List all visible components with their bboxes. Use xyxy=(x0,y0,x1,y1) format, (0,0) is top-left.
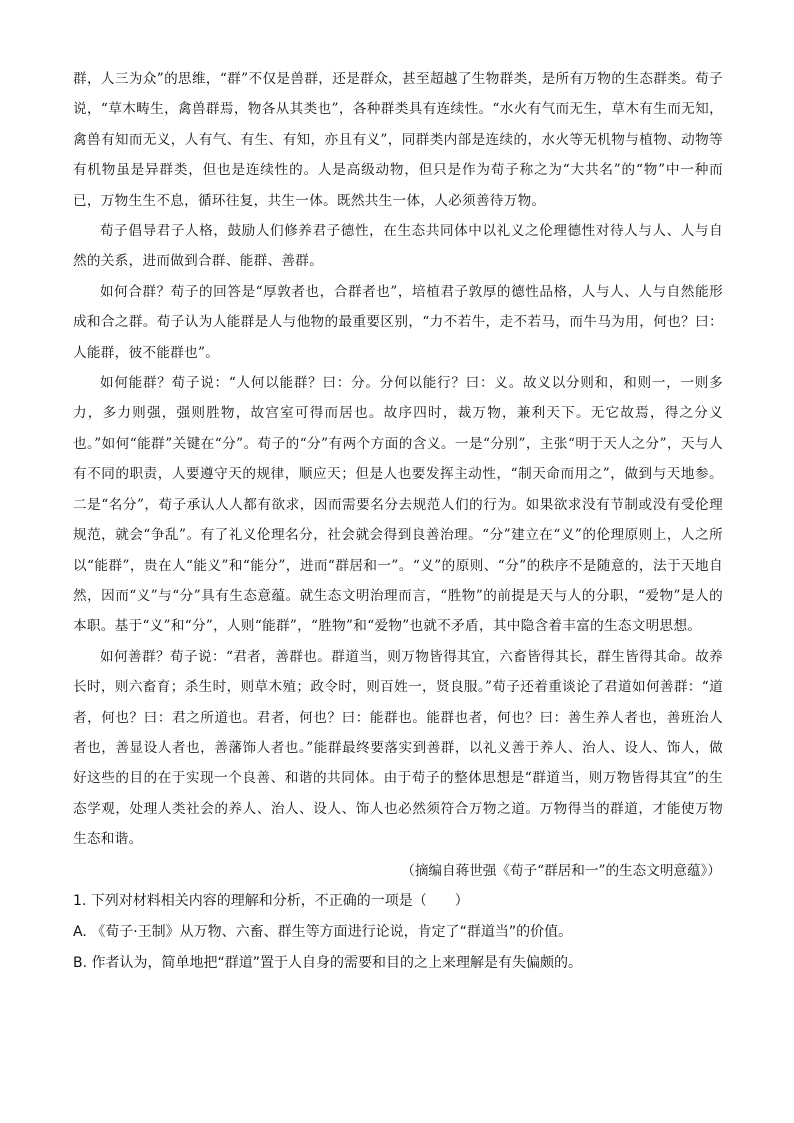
article-paragraph: 荀子倡导君子人格，鼓励人们修养君子德性，在生态共同体中以礼义之伦理德性对待人与人、人与自然的关系，进而做到合群、能群、善群。 xyxy=(73,223,723,270)
article-source: （摘编自蒋世强《荀子“群居和一”的生态文明意蕴》） xyxy=(401,862,721,879)
question-stem: 1. 下列对材料相关内容的理解和分析，不正确的一项是（ ） xyxy=(73,892,469,909)
article-paragraph: 群，人三为众”的思维，“群”不仅是兽群，还是群众，甚至超越了生物群类，是所有万物的生态群类。荀子说，“草木畴生，禽兽群焉，物各从其类也”，各种群类具有连续性。“水火有气而无生，草木有生而无知，禽兽有知而无义，人有气、有生、有知，亦且有义”，同群类内部是连续的，水火等无机物与植物、动物等有机物虽是异群类，但也是连续性的。人是高级动物，但只是作为荀子称之为“大共名”的“物”中一种而已，万物生生不息，循环往复，共生一体。既然共生一体，人必须善待万物。 xyxy=(73,71,723,209)
article-paragraph: 如何善群？荀子说：“君者，善群也。群道当，则万物皆得其宜，六畜皆得其长，群生皆得其命。故养长时，则六畜育；杀生时，则草木殖；政令时，则百姓一，贤良服。”荀子还着重谈论了君道如何善群：“道者，何也？曰：君之所道也。君者，何也？曰：能群也。能群也者，何也？曰：善生养人者也，善班治人者也，善显设人者也，善藩饰人者也。”能群最终要落实到善群，以礼义善于养人、治人、设人、饰人，做好这些的目的在于实现一个良善、和谐的共同体。由于荀子的整体思想是“群道当，则万物皆得其宜”的生态学观，处理人类社会的养人、治人、设人、饰人也必然须符合万物之道。万物得当的群道，才能使万物生态和谐。 xyxy=(73,648,723,848)
question-option-b: B. 作者认为，简单地把“群道”置于人自身的需要和目的之上来理解是有失偏颇的。 xyxy=(73,954,583,971)
question-option-a: A. 《荀子·王制》从万物、六畜、群生等方面进行论说，肯定了“群道当”的价值。 xyxy=(73,923,573,940)
article-paragraph: 如何合群？荀子的回答是“厚敦者也，合群者也”，培植君子敦厚的德性品格，人与人、人与自然能形成和合之群。荀子认为人能群是人与他物的最重要区别，“力不若牛，走不若马，而牛马为用，何也？曰：人能群，彼不能群也”。 xyxy=(73,283,723,361)
article-paragraph: 如何能群？荀子说：“人何以能群？曰：分。分何以能行？曰：义。故义以分则和，和则一，一则多力，多力则强，强则胜物，故宫室可得而居也。故序四时，裁万物，兼利天下。无它故焉，得之分义也。”如何“能群”关键在“分”。荀子的“分”有两个方面的含义。一是“分别”，主张“明于天人之分”，天与人有不同的职责，人要遵守天的规律，顺应天；但是人也要发挥主动性，“制天命而用之”，做到与天地参。二是“名分”，荀子承认人人都有欲求，因而需要名分去规范人们的行为。如果欲求没有节制或没有受伦理规范，就会“争乱”。有了礼义伦理名分，社会就会得到良善治理。“分”建立在“义”的伦理原则上，人之所以“能群”，贵在人“能义”和“能分”，进而“群居和一”。“义”的原则、“分”的秩序不是随意的，法于天地自然，因而“义”与“分”具有生态意蕴。就生态文明治理而言，“胜物”的前提是天与人的分职，“爱物”是人的本职。基于“义”和“分”，人则“能群”，“胜物”和“爱物”也就不矛盾，其中隐含着丰富的生态文明思想。 xyxy=(73,375,723,635)
document-page xyxy=(73,64,723,979)
